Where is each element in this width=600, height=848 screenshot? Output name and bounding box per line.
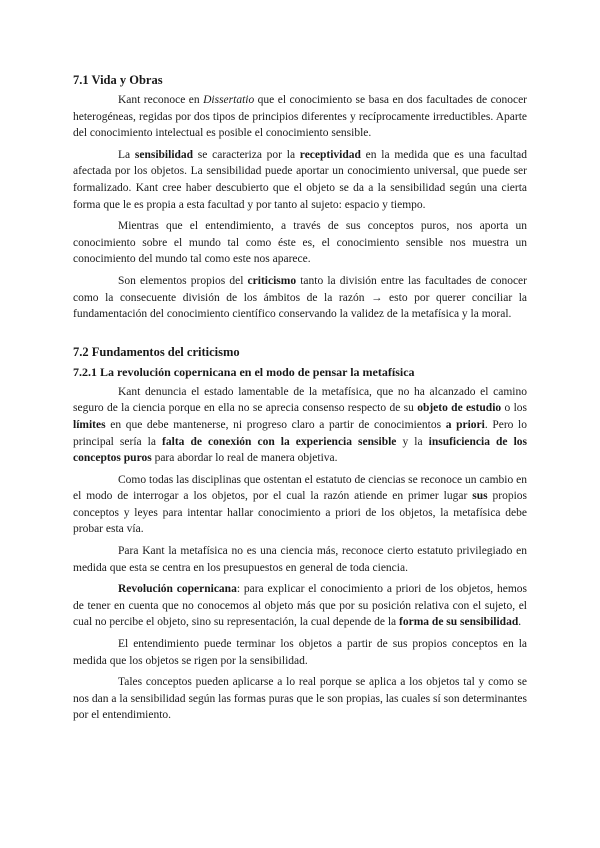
paragraph-sensibilidad: La sensibilidad se caracteriza por la receptividad en la medida que es una facultad afectada por los objetos. La sensibilidad puede aportar un conocimiento universal, que puede ser formalizado. Kant cree haber descubierto que el objeto se da a la sensibilidad según una cierta forma que le es propia a esta facultad y por tanto al sujeto: espacio y tiempo. xyxy=(73,148,527,211)
subsection-heading-7-2-1: 7.2.1 La revolución copernicana en el modo de pensar la metafísica xyxy=(73,364,415,379)
paragraph-entendimiento-objetos: El entendimiento puede terminar los objetos a partir de sus propios conceptos en la medida que los objetos se rigen por la sensibilidad. xyxy=(73,638,527,667)
paragraph-conceptos: Tales conceptos pueden aplicarse a lo real porque se aplica a los objetos tal y como se nos dan a la sensibilidad según las formas puras que le son propias, las cuales sí son determinantes por el entendimiento. xyxy=(73,676,527,722)
section-heading-7-1: 7.1 Vida y Obras xyxy=(73,73,163,87)
document-page xyxy=(73,72,527,729)
paragraph-entendimiento: Mientras que el entendimiento, a través de sus conceptos puros, nos aporta un conocimiento sobre el mundo tal como éste es, el conocimiento sensible nos muestra un conocimiento del mundo tal como este nos aparece. xyxy=(73,220,527,266)
paragraph-estatuto: Para Kant la metafísica no es una ciencia más, reconoce cierto estatuto privilegiado en medida que esta se centra en los presupuestos en general de toda ciencia. xyxy=(73,545,527,574)
paragraph-revolucion-copernicana: Revolución copernicana: para explicar el conocimiento a priori de los objetos, hemos de tener en cuenta que no conocemos al objeto más que por su posición relativa con el sujeto, el cual no percibe el objeto, sino su representación, la cual depende de la forma de su sensibilidad. xyxy=(73,583,527,629)
section-gap xyxy=(73,328,527,344)
paragraph-metafisica-estado: Kant denuncia el estado lamentable de la metafísica, que no ha alcanzado el camino seguro de la ciencia porque en ella no se aprecia consenso respecto de su objeto de estudio o los límites en que debe mantenerse, ni progreso claro a partir de conocimientos a priori. Pero lo principal sería la falta de conexión con la experiencia sensible y la insuficiencia de los conceptos puros para abordar lo real de manera objetiva. xyxy=(73,385,527,465)
paragraph-dissertatio: Kant reconoce en Dissertatio que el conocimiento se basa en dos facultades de conocer heterogéneas, regidas por dos tipos de principios diferentes y recíprocamente irreductibles. Aparte del conocimiento intelectual es posible el conocimiento sensible. xyxy=(73,94,527,140)
paragraph-criticismo: Son elementos propios del criticismo tanto la división entre las facultades de conocer como la consecuente división de los ámbitos de la razón → esto por querer conciliar la fundamentación del conocimiento científico conservando la validez de la metafísica y la moral. xyxy=(73,274,527,321)
paragraph-disciplinas: Como todas las disciplinas que ostentan el estatuto de ciencias se reconoce un cambio en el modo de interrogar a los objetos, por el cual la razón atiende en primer lugar sus propios conceptos y leyes para intentar hallar conocimiento a priori de los objetos, la metafísica debe probar esta vía. xyxy=(73,473,528,536)
section-heading-7-2: 7.2 Fundamentos del criticismo xyxy=(73,344,240,359)
